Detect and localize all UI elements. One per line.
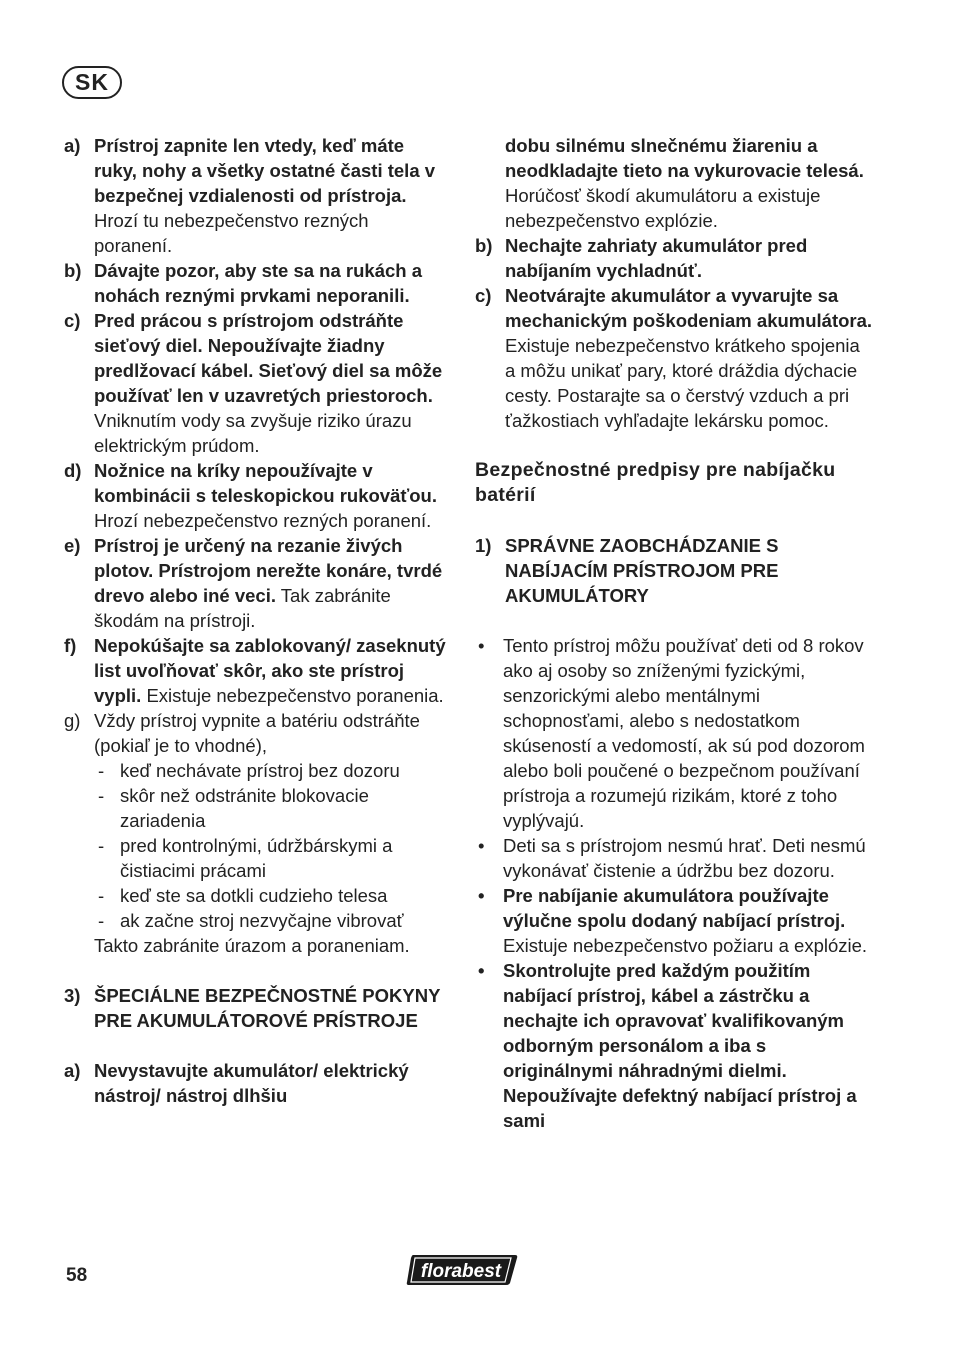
list-item-g — [64, 708, 450, 758]
bullet-item — [475, 883, 875, 958]
item-bold-text: Neotvárajte akumulátor a vyvarujte sa mechanickým poškodeniam akumulátora. — [505, 285, 873, 331]
item-text: Vždy prístroj vypnite a batériu odstráňte (pokiaľ je to vhodné), — [94, 710, 420, 756]
dash-item: - pred kontrolnými, údržbárskymi a čistiacimi prácami — [94, 833, 450, 883]
page-number: 58 — [66, 1265, 88, 1286]
bullet-item — [475, 833, 875, 883]
bullet-icon: • — [478, 960, 485, 981]
item-label: c) — [475, 285, 492, 306]
list-item-a — [64, 133, 450, 258]
section-number: 1) — [475, 535, 492, 556]
item-g-after-text: Takto zabránite úrazom a poraneniam. — [94, 935, 410, 956]
bullet-bold-text: Skontrolujte pred každým použitím nabíjací prístroj, kábel a zástrčku a nechajte ich opravovať kvalifikovaným odborným personálom a iba s originálnymi náhradnými dielmi. Nepoužívajte defektný nabíjací prístroj a sami — [503, 960, 857, 1131]
section-1-heading — [475, 533, 875, 608]
item-label: e) — [64, 535, 81, 556]
list-item-b2 — [475, 233, 875, 283]
bullet-text: Existuje nebezpečenstvo požiaru a explózie. — [503, 935, 868, 956]
dash-item-text: ak začne stroj nezvyčajne vibrovať — [120, 910, 404, 931]
list-item-e — [64, 533, 450, 633]
left-column — [64, 133, 450, 1108]
item-label: g) — [64, 710, 81, 731]
item-text: Vniknutím vody sa zvyšuje riziko úrazu elektrickým prúdom. — [94, 410, 412, 456]
florabest-logo — [405, 1252, 519, 1288]
section-title: SPRÁVNE ZAOBCHÁDZANIE S NABÍJACÍM PRÍSTROJOM PRE AKUMULÁTORY — [505, 535, 779, 606]
item-bold-text: Dávajte pozor, aby ste sa na rukách a nohách reznými prvkami neporanili. — [94, 260, 423, 306]
dash-item-text: keď nechávate prístroj bez dozoru — [120, 760, 400, 781]
item-a2-continued — [505, 133, 875, 233]
list-item-a2 — [64, 1058, 450, 1108]
list-item-f — [64, 633, 450, 708]
language-badge: SK — [62, 66, 122, 99]
bullet-bold-text: Pre nabíjanie akumulátora používajte výlučne spolu dodaný nabíjací prístroj. — [503, 885, 846, 931]
list-item-d — [64, 458, 450, 533]
dash-item-text: skôr než odstránite blokovacie zariadenia — [120, 785, 369, 831]
logo-text: florabest — [420, 1261, 502, 1282]
bullet-item — [475, 633, 875, 833]
bullet-icon: • — [478, 835, 485, 856]
section-3-heading — [64, 983, 450, 1033]
right-column — [475, 133, 875, 1133]
item-text: Hrozí nebezpečenstvo rezných poranení. — [94, 510, 432, 531]
item-label: a) — [64, 1060, 81, 1081]
item-bold-text: Nepokúšajte sa zablokovaný/ zaseknutý list uvoľňovať skôr, ako ste prístroj vypli. — [94, 635, 446, 706]
list-item-c — [64, 308, 450, 458]
bullet-text: Tento prístroj môžu používať deti od 8 rokov ako aj osoby so zníženými fyzickými, senzorickými alebo mentálnymi schopnosťami, alebo s nedostatkom skúseností a vedomostí, ak sú pod dozorom alebo boli poučené o bezpečnom používaní prístroja a rozumejú rizikám, ktoré z toho vyplývajú. — [503, 635, 865, 831]
item-bold-text: Prístroj je určený na rezanie živých plotov. Prístrojom nerežte konáre, tvrdé drevo alebo iné veci. — [94, 535, 443, 606]
item-label: b) — [64, 260, 82, 281]
list-item-c2 — [475, 283, 875, 433]
item-text: Hrozí tu nebezpečenstvo rezných poranení. — [94, 210, 369, 256]
list-item-b — [64, 258, 450, 308]
item-text: Existuje nebezpečenstvo poranenia. — [141, 685, 444, 706]
item-label: b) — [475, 235, 493, 256]
dash-item-text: pred kontrolnými, údržbárskymi a čistiacimi prácami — [120, 835, 393, 881]
item-bold-text: Nožnice na kríky nepoužívajte v kombinácii s teleskopickou rukoväťou. — [94, 460, 437, 506]
section-title: ŠPECIÁLNE BEZPEČNOSTNÉ POKYNY PRE AKUMULÁTOROVÉ PRÍSTROJE — [94, 985, 441, 1031]
item-text: Tak zabránite škodám na prístroji. — [94, 585, 391, 631]
dash-item-text: keď ste sa dotkli cudzieho telesa — [120, 885, 388, 906]
item-text: Horúčosť škodí akumulátoru a existuje nebezpečenstvo explózie. — [505, 185, 821, 231]
item-label: f) — [64, 635, 77, 656]
item-bold-text: dobu silnému slnečnému žiareniu a neodkladajte tieto na vykurovacie telesá. — [505, 135, 864, 181]
section-number: 3) — [64, 985, 81, 1006]
item-text: Existuje nebezpečenstvo krátkeho spojenia a môžu unikať pary, ktoré dráždia dýchacie cesty. Postarajte sa o čerstvý vzduch a pri ťažkostiach vyhľadajte lekársku pomoc. — [505, 335, 860, 431]
bullet-text: Deti sa s prístrojom nesmú hrať. Deti nesmú vykonávať čistenie a údržbu bez dozoru. — [503, 835, 866, 881]
dash-item: - skôr než odstránite blokovacie zariadenia — [94, 783, 450, 833]
dash-item: - keď ste sa dotkli cudzieho telesa — [94, 883, 450, 908]
dash-item: - keď nechávate prístroj bez dozoru — [94, 758, 450, 783]
bullet-icon: • — [478, 635, 485, 656]
bullet-item — [475, 958, 875, 1133]
bullet-icon: • — [478, 885, 485, 906]
item-bold-text: Pred prácou s prístrojom odstráňte sieťový diel. Nepoužívajte žiadny predlžovací kábel. Sieťový diel sa môže používať len v uzavretých priestoroch. — [94, 310, 443, 406]
charger-safety-heading: Bezpečnostné predpisy pre nabíjačku batérií — [475, 459, 836, 506]
item-label: d) — [64, 460, 82, 481]
item-bold-text: Prístroj zapnite len vtedy, keď máte ruky, nohy a všetky ostatné časti tela v bezpečnej vzdialenosti od prístroja. — [94, 135, 436, 206]
dash-item: - ak začne stroj nezvyčajne vibrovať — [94, 908, 450, 933]
item-label: c) — [64, 310, 81, 331]
item-label: a) — [64, 135, 81, 156]
item-bold-text: Nevystavujte akumulátor/ elektrický nástroj/ nástroj dlhšiu — [94, 1060, 409, 1106]
item-bold-text: Nechajte zahriaty akumulátor pred nabíjaním vychladnúť. — [505, 235, 808, 281]
